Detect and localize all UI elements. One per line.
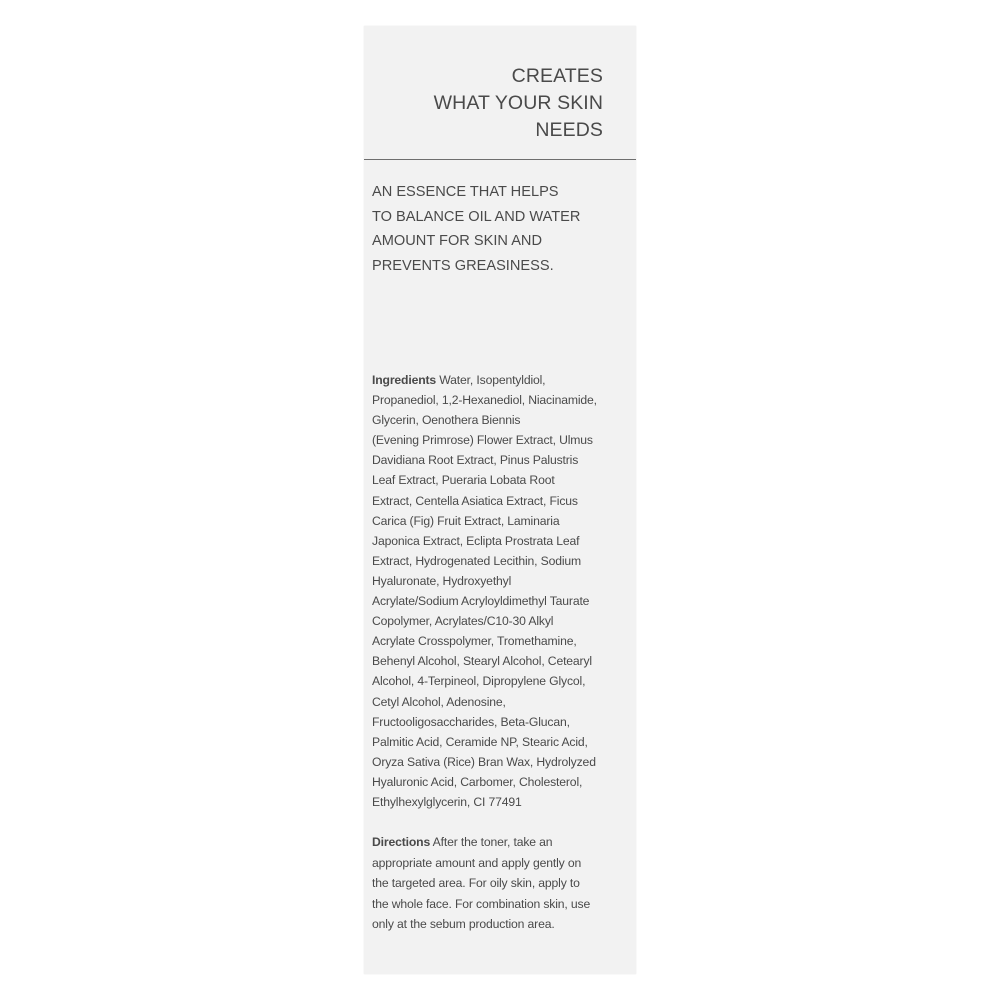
directions-label: Directions bbox=[372, 835, 431, 849]
description-line: AN ESSENCE THAT HELPS bbox=[372, 184, 559, 200]
ingredients-block bbox=[372, 370, 597, 812]
ingredients-line: Acrylate/Sodium Acryloyldimethyl Taurate bbox=[372, 594, 590, 609]
product-box-panel bbox=[364, 26, 636, 974]
directions-block bbox=[372, 832, 590, 935]
ingredients-line: Behenyl Alcohol, Stearyl Alcohol, Cetearyl bbox=[372, 654, 592, 669]
ingredients-line: Hyaluronic Acid, Carbomer, Cholesterol, bbox=[372, 774, 583, 789]
ingredients-line: Extract, Hydrogenated Lecithin, Sodium bbox=[372, 553, 582, 568]
product-description bbox=[372, 180, 580, 278]
ingredients-line: Oryza Sativa (Rice) Bran Wax, Hydrolyzed bbox=[372, 754, 596, 769]
ingredients-line: Fructooligosaccharides, Beta-Glucan, bbox=[372, 714, 570, 729]
directions-line: the whole face. For combination skin, use bbox=[372, 896, 591, 911]
ingredients-line: Leaf Extract, Pueraria Lobata Root bbox=[372, 473, 555, 488]
directions-line: only at the sebum production area. bbox=[372, 917, 555, 932]
description-line: PREVENTS GREASINESS. bbox=[372, 257, 554, 274]
ingredients-line: Japonica Extract, Eclipta Prostrata Leaf bbox=[372, 533, 580, 548]
directions-line: the targeted area. For oily skin, apply to bbox=[372, 876, 580, 891]
directions-line: appropriate amount and apply gently on bbox=[372, 855, 582, 870]
ingredients-line: Acrylate Crosspolymer, Tromethamine, bbox=[372, 634, 577, 649]
ingredients-line: Davidiana Root Extract, Pinus Palustris bbox=[372, 453, 579, 468]
ingredients-line: Alcohol, 4-Terpineol, Dipropylene Glycol, bbox=[372, 674, 586, 689]
headline-line: CREATES bbox=[511, 65, 603, 87]
ingredients-line: Water, Isopentyldiol, bbox=[436, 373, 546, 387]
ingredients-line: Palmitic Acid, Ceramide NP, Stearic Acid, bbox=[372, 734, 588, 749]
ingredients-line: Hyaluronate, Hydroxyethyl bbox=[372, 573, 512, 588]
headline bbox=[434, 63, 603, 144]
headline-line: WHAT YOUR SKIN bbox=[433, 92, 603, 114]
ingredients-label: Ingredients bbox=[372, 373, 437, 387]
ingredients-first-line bbox=[372, 370, 597, 390]
description-line: AMOUNT FOR SKIN AND bbox=[372, 233, 543, 249]
ingredients-line: Ethylhexylglycerin, CI 77491 bbox=[372, 794, 522, 809]
ingredients-line: Glycerin, Oenothera Biennis bbox=[372, 413, 521, 428]
ingredients-line: Propanediol, 1,2-Hexanediol, Niacinamide, bbox=[372, 393, 597, 408]
headline-line: NEEDS bbox=[535, 119, 603, 141]
ingredients-line: Cetyl Alcohol, Adenosine, bbox=[372, 694, 506, 709]
ingredients-line: Carica (Fig) Fruit Extract, Laminaria bbox=[372, 513, 560, 528]
divider-line bbox=[364, 159, 636, 160]
ingredients-line: (Evening Primrose) Flower Extract, Ulmus bbox=[372, 433, 593, 448]
directions-line: After the toner, take an bbox=[430, 835, 553, 849]
description-line: TO BALANCE OIL AND WATER bbox=[372, 208, 581, 225]
ingredients-line: Copolymer, Acrylates/C10-30 Alkyl bbox=[372, 614, 554, 629]
directions-first-line bbox=[372, 832, 590, 853]
ingredients-line: Extract, Centella Asiatica Extract, Ficus bbox=[372, 493, 578, 508]
